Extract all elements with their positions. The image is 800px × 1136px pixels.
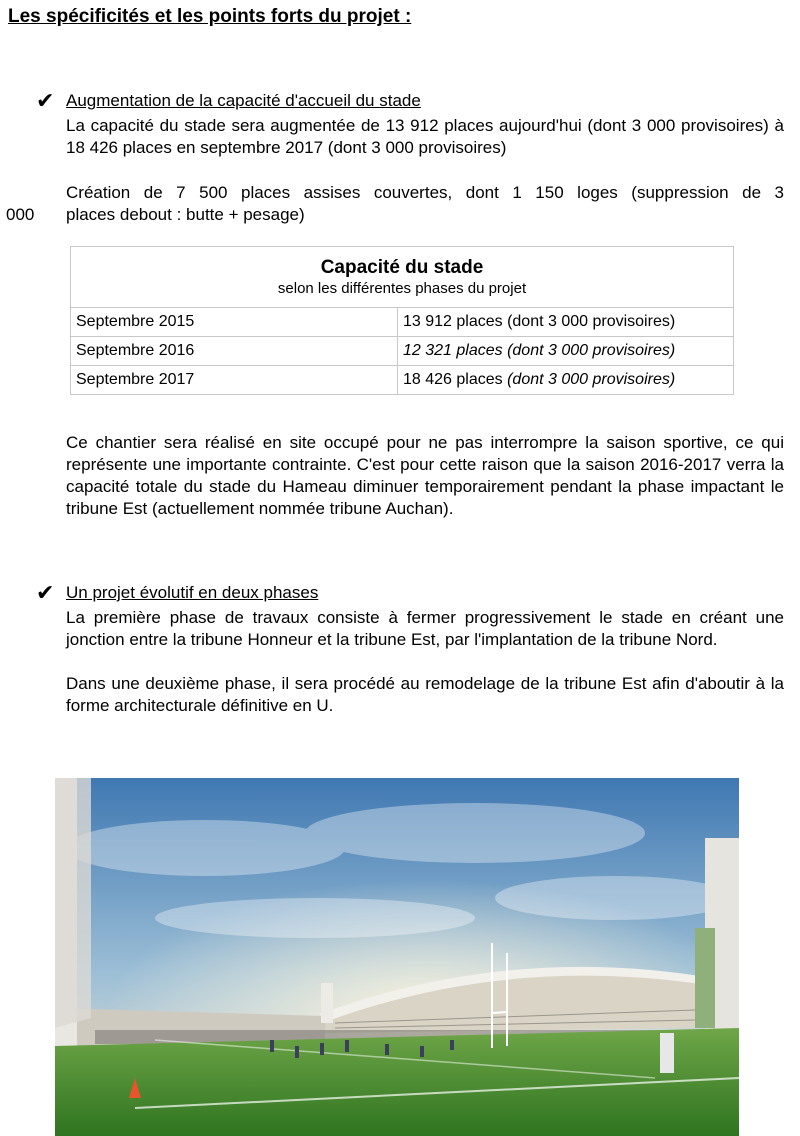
section-capacity-title: Augmentation de la capacité d'accueil du stade <box>66 91 421 110</box>
phase-two-paragraph: Dans une deuxième phase, il sera procédé au remodelage de la tribune Est afin d'aboutir à la forme architecturale définitive en U. <box>66 674 784 715</box>
stadium-rendering-image <box>55 778 739 1136</box>
table-cell-value-main: 18 426 places <box>403 371 503 388</box>
table-cell-period: Septembre 2016 <box>71 337 398 366</box>
capacity-table <box>70 246 734 395</box>
table-row <box>71 337 734 366</box>
camera-operator <box>660 1033 674 1073</box>
table-cell-value: 12 321 places (dont 3 000 provisoires) <box>398 337 734 366</box>
pitch <box>55 1028 739 1136</box>
checkmark-icon: ✔ <box>36 88 55 113</box>
table-cell-value-italic: (dont 3 000 provisoires) <box>507 371 676 388</box>
section-phases-heading <box>36 581 318 605</box>
section-phases-title: Un projet évolutif en deux phases <box>66 583 319 602</box>
table-cell-value: 13 912 places (dont 3 000 provisoires) <box>398 308 734 337</box>
seats-paragraph-line1: Création de 7 500 places assises couvertes, dont 1 150 loges (suppression de 3 <box>66 183 784 202</box>
seats-paragraph-hanging-number: 000 <box>6 205 35 224</box>
table-cell-period: Septembre 2015 <box>71 308 398 337</box>
table-title: Capacité du stade <box>320 257 484 278</box>
seats-paragraph-line2: places debout : butte + pesage) <box>66 205 305 224</box>
table-subtitle: selon les différentes phases du projet <box>277 280 527 297</box>
section-capacity-heading <box>36 89 421 113</box>
center-tower <box>321 983 333 1023</box>
page-title: Les spécificités et les points forts du projet : <box>8 6 412 27</box>
table-cell-period: Septembre 2017 <box>71 366 398 395</box>
right-screen <box>695 928 715 1028</box>
phase-one-paragraph: La première phase de travaux consiste à fermer progressivement le stade en créant une jonction entre la tribune Honneur et la tribune Est, par l'implantation de la tribune Nord. <box>66 608 784 649</box>
construction-paragraph: Ce chantier sera réalisé en site occupé pour ne pas interrompre la saison sportive, ce qui représente une importante contrainte. C'est pour cette raison que la saison 2016-2017 verra la capacité totale du stade du Hameau diminuer temporairement pendant la phase impactant le tribune Est (actuellement nommée tribune Auchan). <box>66 433 784 518</box>
capacity-paragraph: La capacité du stade sera augmentée de 13 912 places aujourd'hui (dont 3 000 provisoires) à 18 426 places en septembre 2017 (dont 3 000 provisoires) <box>66 116 784 157</box>
table-row <box>71 308 734 337</box>
checkmark-icon: ✔ <box>36 580 55 605</box>
table-header-cell <box>71 247 734 308</box>
table-row <box>71 366 734 395</box>
table-cell-value <box>398 366 734 395</box>
table-header-row <box>71 247 734 308</box>
stadium-illustration <box>55 778 739 1136</box>
